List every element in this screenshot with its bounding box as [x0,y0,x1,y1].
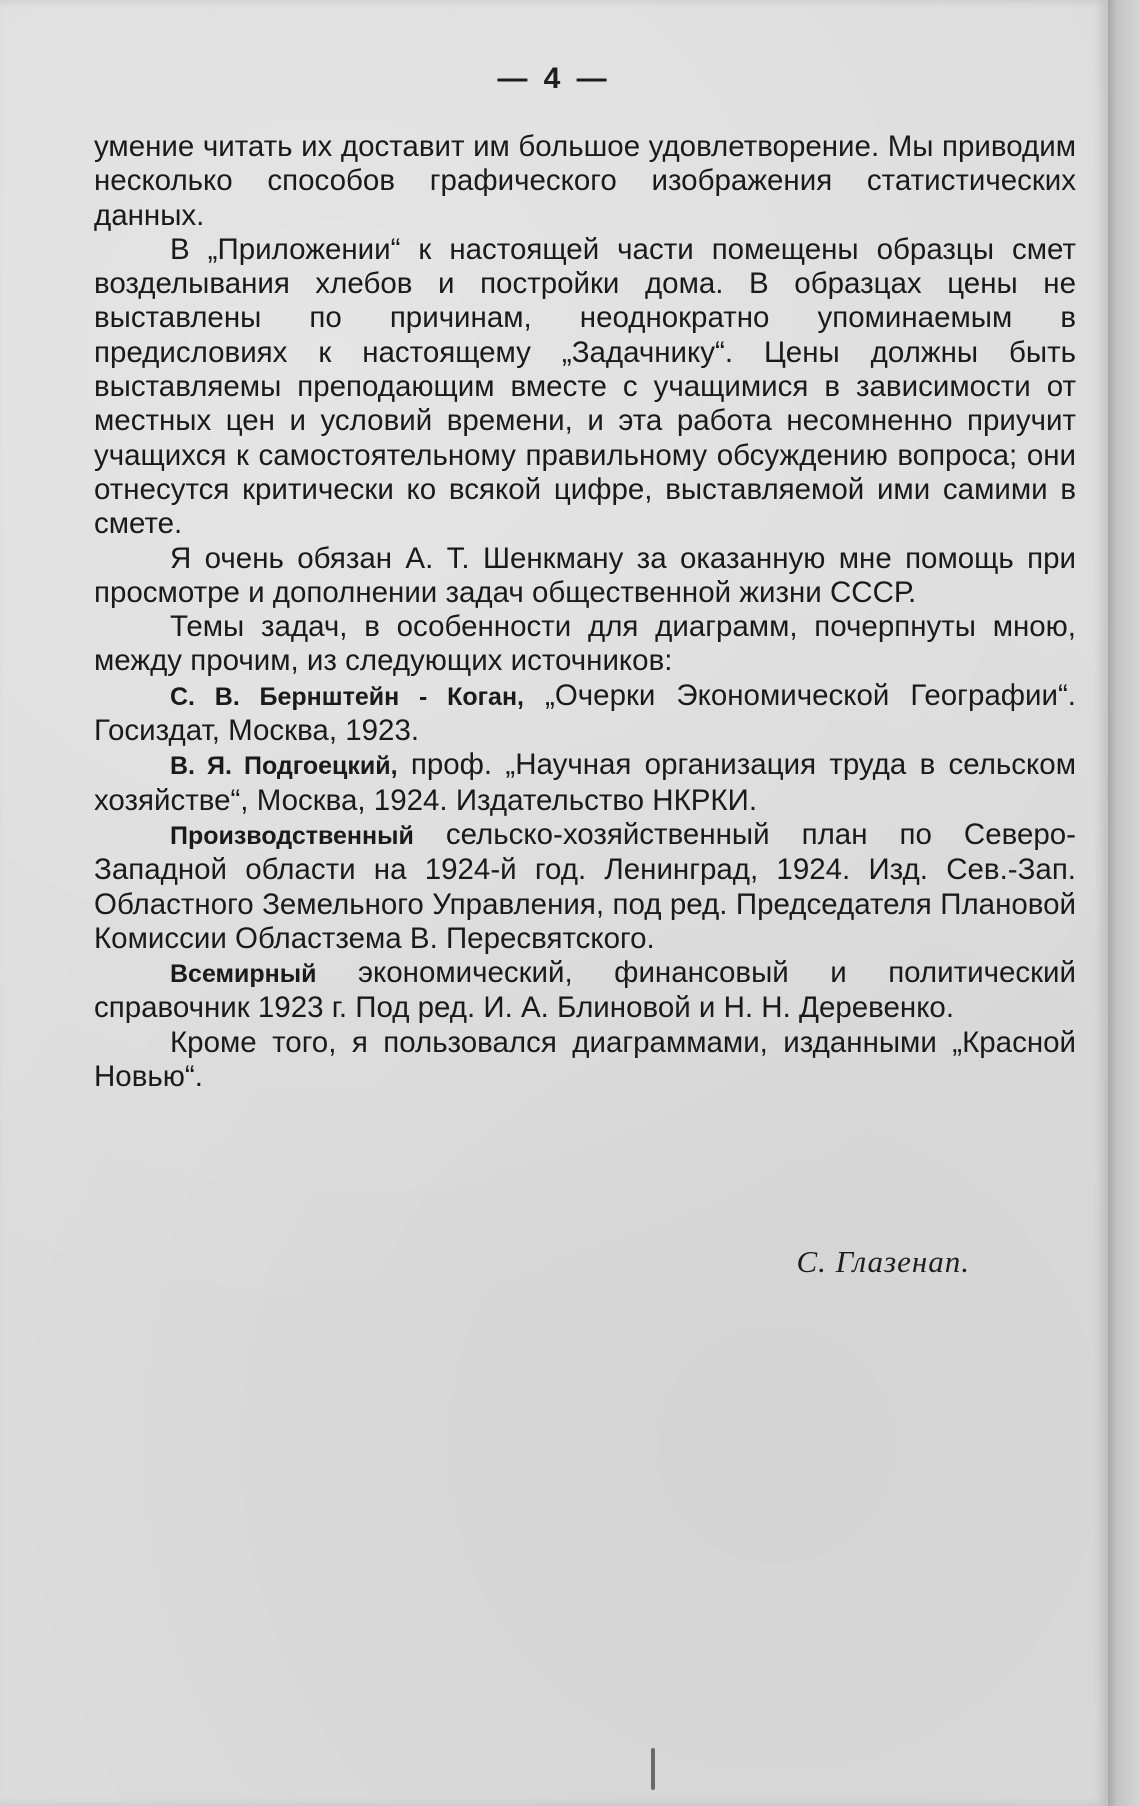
paragraph-appendix: В „Приложении“ к настоящей части помещены образцы смет возделывания хлебов и постройки дома. В образцах цены не выставлены по причинам, неоднократно упоминаемым в предисловиях к настоящему „Задачнику“. Цены должны быть выставляемы преподающим вместе с учащимися в зависимости от местных цен и условий времени, и эта работа несомненно приучит учащихся к самостоятельному правильному обсуждению вопроса; они отнесутся критически ко всякой цифре, выставляемой ими самими в смете. [94,232,1076,541]
source-details: проф. „Научная организация труда в сельском хозяйстве“, Москва, 1924. Издательство НКРКИ. [94,748,1076,817]
paragraph-acknowledgement: Я очень обязан А. Т. Шенкману за оказанную мне помощь при просмотре и дополнении задач общественной жизни СССР. [94,541,1076,609]
source-entry [94,679,1076,749]
paragraph-sources-intro: Темы задач, в особенности для диаграмм, почерпнуты мною, между прочим, из следующих источников: [94,610,1076,678]
source-author: Всемирный [170,960,317,989]
source-entry [94,818,1076,956]
page-number-header: — 4 — [497,62,611,95]
body-text [94,130,1076,1094]
source-details: сельско-хозяйственный план по Северо-Западной области на 1924-й год. Ленинград, 1924. Изд. Сев.-Зап. Областного Земельного Управления, под ред. Председателя Плановой Комиссии Областзема В. Пересвятского. [94,817,1076,955]
page-edge-shadow [1108,0,1140,1806]
source-author: Производственный [170,821,414,850]
paragraph-continuation: умение читать их доставит им большое удовлетворение. Мы приводим несколько способов графического изображения статистических данных. [94,130,1076,232]
paragraph-closing: Кроме того, я пользовался диаграммами, изданными „Красной Новью“. [94,1025,1076,1094]
source-author: В. Я. Подгоецкий, [170,752,398,781]
source-entry [94,956,1076,1026]
source-entry [94,748,1076,818]
source-details: „Очерки Экономической Географии“. Госиздат, Москва, 1923. [94,678,1077,748]
source-details: экономический, финансовый и политический справочник 1923 г. Под ред. И. А. Блиновой и Н. Н. Деревенко. [94,956,1076,1025]
author-signature: С. Глазенап. [796,1244,970,1279]
binding-mark [651,1748,655,1790]
source-author: С. В. Бернштейн - Коган, [170,682,525,711]
